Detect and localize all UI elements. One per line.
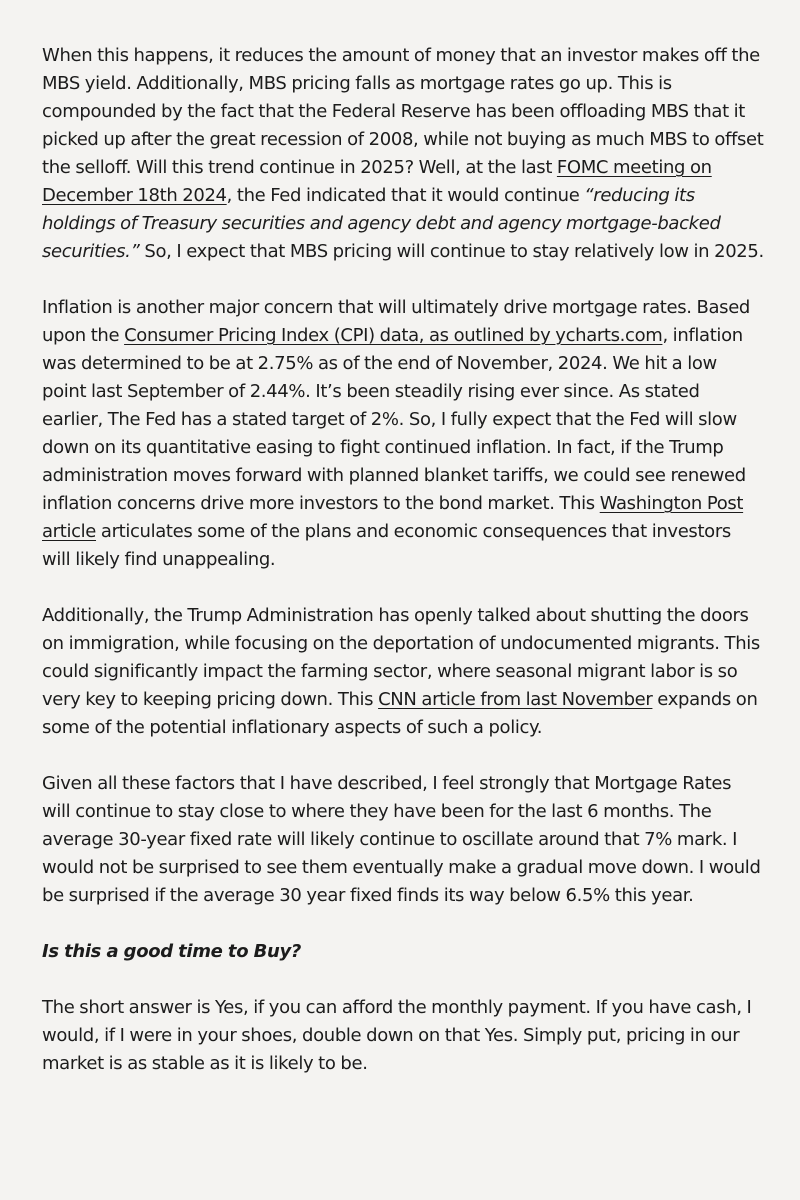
paragraph-text: articulates some of the plans and economic consequences that investors will likely find unappealing.	[42, 521, 731, 570]
fed-quote: “reducing its holdings of Treasury securities and agency debt and agency mortgage-backed securities.”	[42, 185, 721, 262]
paragraph-text: , inflation was determined to be at 2.75% as of the end of November, 2024. We hit a low point last September of 2.44%. It’s been steadily rising ever since. As stated earlier, The Fed has a stated target of 2%. So, I fully expect that the Fed will slow down on its quantitative easing to fight continued inflation. In fact, if the Trump administration moves forward with planned blanket tariffs, we could see renewed inflation concerns drive more investors to the bond market. This	[42, 325, 746, 514]
paragraph-text: Additionally, the Trump Administration has openly talked about shutting the doors on immigration, while focusing on the deportation of undocumented migrants. This could significantly impact the farming sector, where seasonal migrant labor is so very key to keeping pricing down. This	[42, 605, 760, 710]
paragraph-text: expands on some of the potential inflationary aspects of such a policy.	[42, 689, 758, 738]
cpi-data-link[interactable]: Consumer Pricing Index (CPI) data, as outlined by ycharts.com	[124, 325, 663, 346]
article-body	[42, 42, 764, 1106]
paragraph-closing: The short answer is Yes, if you can afford the monthly payment. If you have cash, I would, if I were in your shoes, double down on that Yes. Simply put, pricing in our market is as stable as it is likely to be.	[42, 997, 752, 1074]
paragraph-conclusion: Given all these factors that I have described, I feel strongly that Mortgage Rates will continue to stay close to where they have been for the last 6 months. The average 30-year fixed rate will likely continue to oscillate around that 7% mark. I would not be surprised to see them eventually make a gradual move down. I would be surprised if the average 30 year fixed finds its way below 6.5% this year.	[42, 773, 761, 906]
paragraph-inflation	[42, 294, 764, 574]
paragraph-immigration	[42, 602, 764, 742]
washington-post-link[interactable]: Washington Post article	[42, 493, 744, 542]
paragraph-mbs	[42, 42, 764, 266]
fomc-meeting-link[interactable]: FOMC meeting on December 18th 2024	[42, 157, 712, 206]
paragraph-text: , the Fed indicated that it would continue	[226, 185, 585, 206]
paragraph-text: Inflation is another major concern that will ultimately drive mortgage rates. Based upon the	[42, 297, 751, 346]
section-heading: Is this a good time to Buy?	[42, 941, 301, 962]
cnn-article-link[interactable]: CNN article from last November	[378, 689, 653, 710]
paragraph-text: When this happens, it reduces the amount of money that an investor makes off the MBS yield. Additionally, MBS pricing falls as mortgage rates go up. This is compounded by the fact that the Federal Reserve has been offloading MBS that it picked up after the great recession of 2008, while not buying as much MBS to offset the selloff. Will this trend continue in 2025? Well, at the last	[42, 45, 764, 178]
paragraph-text: So, I expect that MBS pricing will continue to stay relatively low in 2025.	[139, 241, 764, 262]
